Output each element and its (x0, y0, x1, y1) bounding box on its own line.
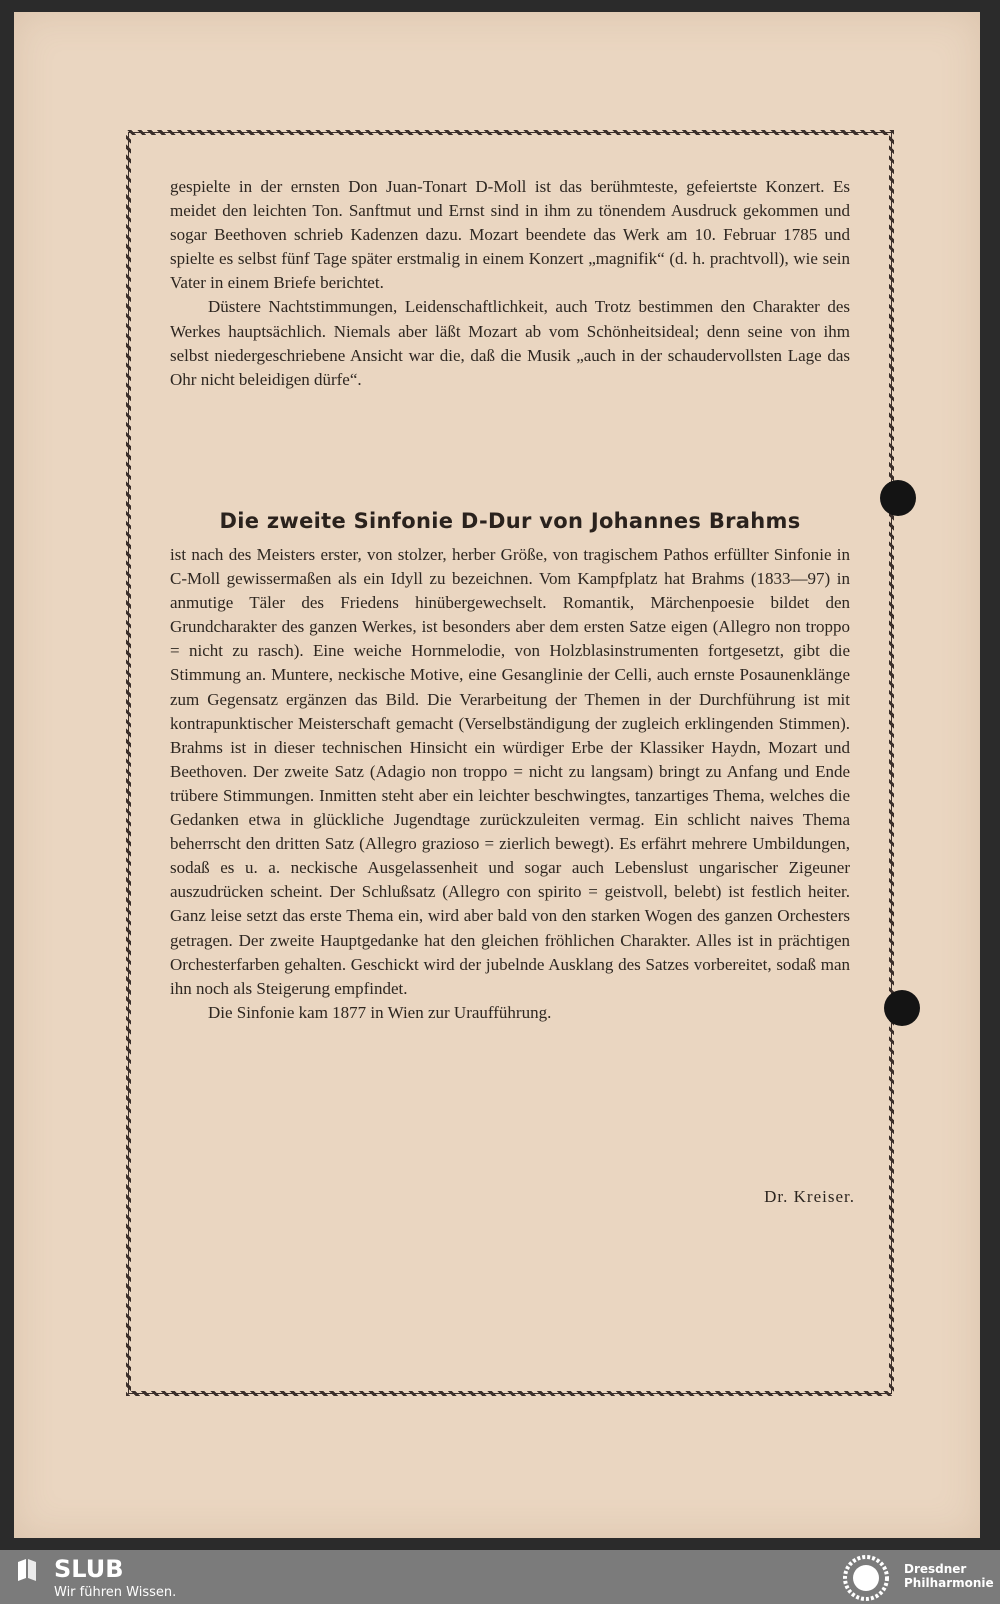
slub-name: SLUB (54, 1555, 124, 1583)
slub-logo-icon (16, 1558, 38, 1582)
philharmonie-name-line1: Dresdner (904, 1562, 967, 1576)
philharmonie-logo-icon (842, 1554, 890, 1602)
section-heading: Die zweite Sinfonie D-Dur von Johannes Brahms (219, 509, 801, 533)
slub-tagline: Wir führen Wissen. (54, 1585, 177, 1600)
philharmonie-name (904, 1562, 994, 1590)
paragraph: Düstere Nachtstimmungen, Leidenschaftlichkeit, auch Trotz bestimmen den Charakter des Werkes hauptsächlich. Niemals aber läßt Mozart ab vom Schönheitsideal; denn seine von ihm selbst niedergeschriebene Ansicht war die, daß die Musik „auch in der schaudervollsten Lage das Ohr nicht beleidigen dürfe“. (170, 297, 850, 389)
paragraph: ist nach des Meisters erster, von stolzer, herber Größe, von tragischem Pathos erfüllter Sinfonie in C-Moll gewissermaßen als ein Idyll zu bezeichnen. Vom Kampfplatz hat Brahms (1833—97) in anmutige Täler des Friedens hinübergewechselt. Romantik, Märchenpoesie bildet den Grundcharakter des ganzen Werkes, ist besonders aber dem ersten Satze eigen (Allegro non troppo = nicht zu rasch). Eine weiche Hornmelodie, von Holzblasinstrumenten fortgesetzt, gibt die Stimmung an. Muntere, neckische Motive, eine Gesanglinie der Celli, auch ernste Posaunenklänge zum Gegensatz ergänzen das Bild. Die Verarbeitung der Themen in der Durchführung ist mit kontrapunktischer Meisterschaft gemacht (Verselbständigung der zugleich erklingenden Stimmen). Brahms ist in dieser technischen Hinsicht ein würdiger Erbe der Klassiker Haydn, Mozart und Beethoven. Der zweite Satz (Adagio non troppo = nicht zu langsam) bringt zu Anfang und Ende trübere Stimmungen. Inmitten steht aber ein leichter beschwingtes, tanzartiges Thema, welches die Gedanken etwa in glückliche Jugendtage zurückzuleiten vermag. Ein schlicht naives Thema beherrscht den dritten Satz (Allegro grazioso = zierlich bewegt). Es erfährt mehrere Umbildungen, sodaß es u. a. neckische Ausgelassenheit und sogar auch Lebenslust ungarischer Zigeuner auszudrücken scheint. Der Schlußsatz (Allegro con spirito = geistvoll, belebt) ist festlich heiter. Ganz leise setzt das erste Thema ein, wird aber bald von den starken Wogen des ganzen Orchesters getragen. Der zweite Hauptgedanke hat den gleichen fröhlichen Charakter. Alles ist in prächtigen Orchesterfarben gehalten. Geschickt wird der jubelnde Ausklang des Satzes vorbereitet, sodaß man ihn noch als Steigerung empfindet. (170, 545, 850, 998)
punch-hole (880, 480, 916, 516)
main-text (170, 543, 850, 1025)
paragraph: Die Sinfonie kam 1877 in Wien zur Uraufführung. (208, 1002, 552, 1022)
philharmonie-name-line2: Philharmonie (904, 1576, 994, 1590)
author-signature: Dr. Kreiser. (764, 1187, 855, 1206)
punch-hole (884, 990, 920, 1026)
top-text (170, 175, 850, 392)
paragraph: gespielte in der ernsten Don Juan-Tonart D-Moll ist das berühmteste, gefeiertste Konzert. Es meidet den leichten Ton. Sanftmut und Ernst sind in ihm zu tönendem Ausdruck gekommen und sogar Beethoven schrieb Kadenzen dazu. Mozart beendete das Werk am 10. Februar 1785 und spielte es selbst fünf Tage später erstmalig in einem Konzert „magnifik“ (d. h. prachtvoll), wie sein Vater in einem Briefe berichtet. (170, 177, 850, 293)
